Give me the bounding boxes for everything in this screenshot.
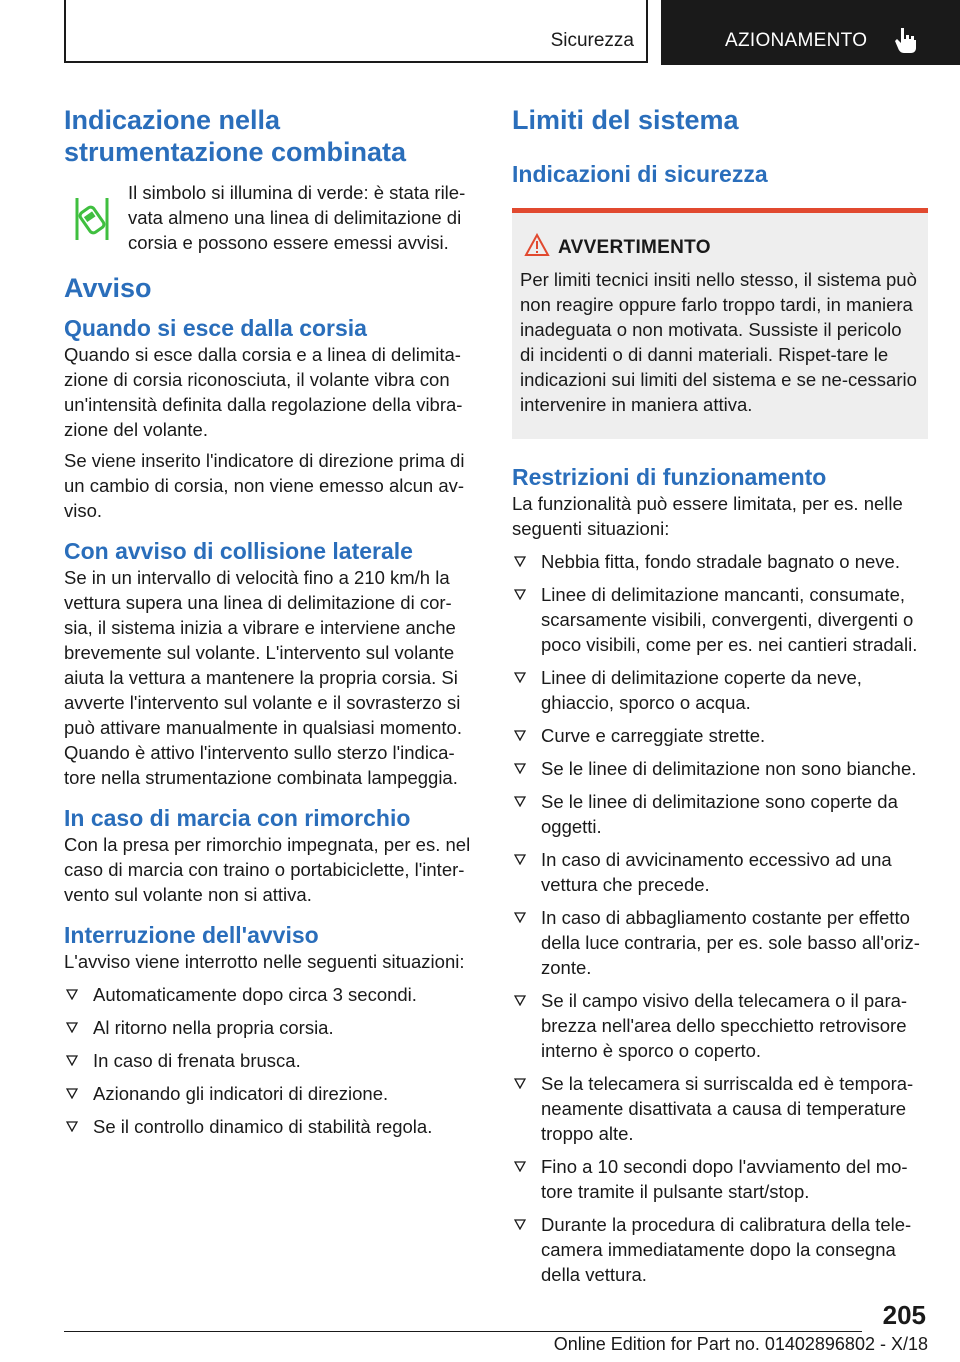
list-item: In caso di frenata brusca. [64,1048,480,1073]
list-item: Linee di delimitazione mancanti, consumate, scarsamente visibili, convergenti, divergenti o poco visibili, come per es. nei cantieri stradali. [512,582,928,657]
header-section-tab [64,0,648,63]
triangle-bullet-icon [66,1022,78,1033]
instrument-cluster-title: Indicazione nella strumentazione combinata [64,105,407,167]
list-item: Al ritorno nella propria corsia. [64,1015,480,1040]
interrupt-text: L'avviso viene interrotto nelle seguenti situazioni: [64,951,465,972]
triangle-bullet-icon [514,1219,526,1230]
list-item: Nebbia fitta, fondo stradale bagnato o neve. [512,549,928,574]
warning-text: Per limiti tecnici insiti nello stesso, il sistema può non reagire oppure farlo troppo tardi, in maniera inadeguata o non motivata. Sussiste il pericolo di incidenti o di danni materiali. Rispet-tare le indicazioni sui limiti del sistema e se ne-cessario intervenire in maniera attiva. [520,269,917,415]
list-item: Automaticamente dopo circa 3 secondi. [64,982,480,1007]
warning-box [512,208,928,439]
hand-pointer-icon [893,26,919,54]
interrupt-list [64,982,480,1139]
footer-edition: Online Edition for Part no. 01402896802 - X/18 [553,1334,928,1354]
triangle-bullet-icon [514,763,526,774]
system-limits-title: Limiti del sistema [512,105,739,135]
lane-exit-text-2: Se viene inserito l'indicatore di direzione prima di un cambio di corsia, non viene emesso alcun av-viso. [64,450,465,521]
triangle-bullet-icon [66,1088,78,1099]
lane-departure-icon [74,192,110,244]
triangle-bullet-icon [514,1161,526,1172]
symbol-text: Il simbolo si illumina di verde: è stata rile-vata almeno una linea di delimitazione di corsia e possono essere emessi avvisi. [128,182,466,253]
interrupt-title: Interruzione dell'avviso [64,922,319,948]
left-column [64,100,480,1147]
triangle-bullet-icon [514,556,526,567]
footer-divider [64,1331,862,1332]
triangle-bullet-icon [514,995,526,1006]
list-item: Se le linee di delimitazione non sono bianche. [512,756,928,781]
trailer-title: In caso di marcia con rimorchio [64,805,411,831]
list-item: In caso di abbagliamento costante per effetto della luce contraria, per es. sole basso all'oriz-zonte. [512,905,928,980]
lane-exit-text-1: Quando si esce dalla corsia e a linea di delimita-zione di corsia riconosciuta, il volante vibra con un'intensità definita dalla regolazione della vibra-zione del volante. [64,344,463,440]
triangle-bullet-icon [66,1055,78,1066]
right-column [512,100,928,1295]
list-item: Curve e carreggiate strette. [512,723,928,748]
restrictions-text: La funzionalità può essere limitata, per es. nelle seguenti situazioni: [512,493,903,539]
restrictions-list [512,549,928,1287]
side-collision-title: Con avviso di collisione laterale [64,538,413,564]
lane-exit-title: Quando si esce dalla corsia [64,315,367,341]
list-item: Se la telecamera si surriscalda ed è tempora-neamente disattivata a causa di temperature troppo alte. [512,1071,928,1146]
list-item: Se il campo visivo della telecamera o il para-brezza nell'area dello specchietto retrovisore interno è sporco o coperto. [512,988,928,1063]
list-item: Linee di delimitazione coperte da neve, ghiaccio, sporco o acqua. [512,665,928,715]
warning-triangle-icon [524,233,550,257]
symbol-description [64,180,480,264]
chapter-name: AZIONAMENTO [725,30,868,51]
triangle-bullet-icon [514,672,526,683]
header-chapter-tab [661,0,960,65]
section-name: Sicurezza [550,30,634,51]
triangle-bullet-icon [514,589,526,600]
restrictions-title: Restrizioni di funzionamento [512,464,827,490]
list-item: Se le linee di delimitazione sono coperte da oggetti. [512,789,928,839]
triangle-bullet-icon [514,1078,526,1089]
triangle-bullet-icon [514,854,526,865]
safety-title: Indicazioni di sicurezza [512,161,768,187]
side-collision-text: Se in un intervallo di velocità fino a 210 km/h la vettura supera una linea di delimitazione di cor-sia, il sistema inizia a vibrare e interviene anche brevemente sul volante. L'intervento sul volante aiuta la vettura a mantenere la propria corsia. Si avverte l'intervento sul volante e il sovrasterzo si può attivare manualmente in qualsiasi momento. Quando è attivo l'intervento sullo sterzo l'indica-tore nella strumentazione combinata lampeggia. [64,567,462,788]
triangle-bullet-icon [66,989,78,1000]
triangle-bullet-icon [66,1121,78,1132]
triangle-bullet-icon [514,796,526,807]
list-item: Azionando gli indicatori di direzione. [64,1081,480,1106]
list-item: In caso di avvicinamento eccessivo ad una vettura che precede. [512,847,928,897]
list-item: Se il controllo dinamico di stabilità regola. [64,1114,480,1139]
list-item: Fino a 10 secondi dopo l'avviamento del mo-tore tramite il pulsante start/stop. [512,1154,928,1204]
triangle-bullet-icon [514,912,526,923]
list-item: Durante la procedura di calibratura della tele-camera immediatamente dopo la consegna della vettura. [512,1212,928,1287]
warning-heading: AVVERTIMENTO [520,237,920,259]
triangle-bullet-icon [514,730,526,741]
avviso-title: Avviso [64,273,152,303]
trailer-text: Con la presa per rimorchio impegnata, per es. nel caso di marcia con traino o portabiciclette, l'inter-vento sul volante non si attiva. [64,834,471,905]
page-number: 205 [882,1300,926,1330]
